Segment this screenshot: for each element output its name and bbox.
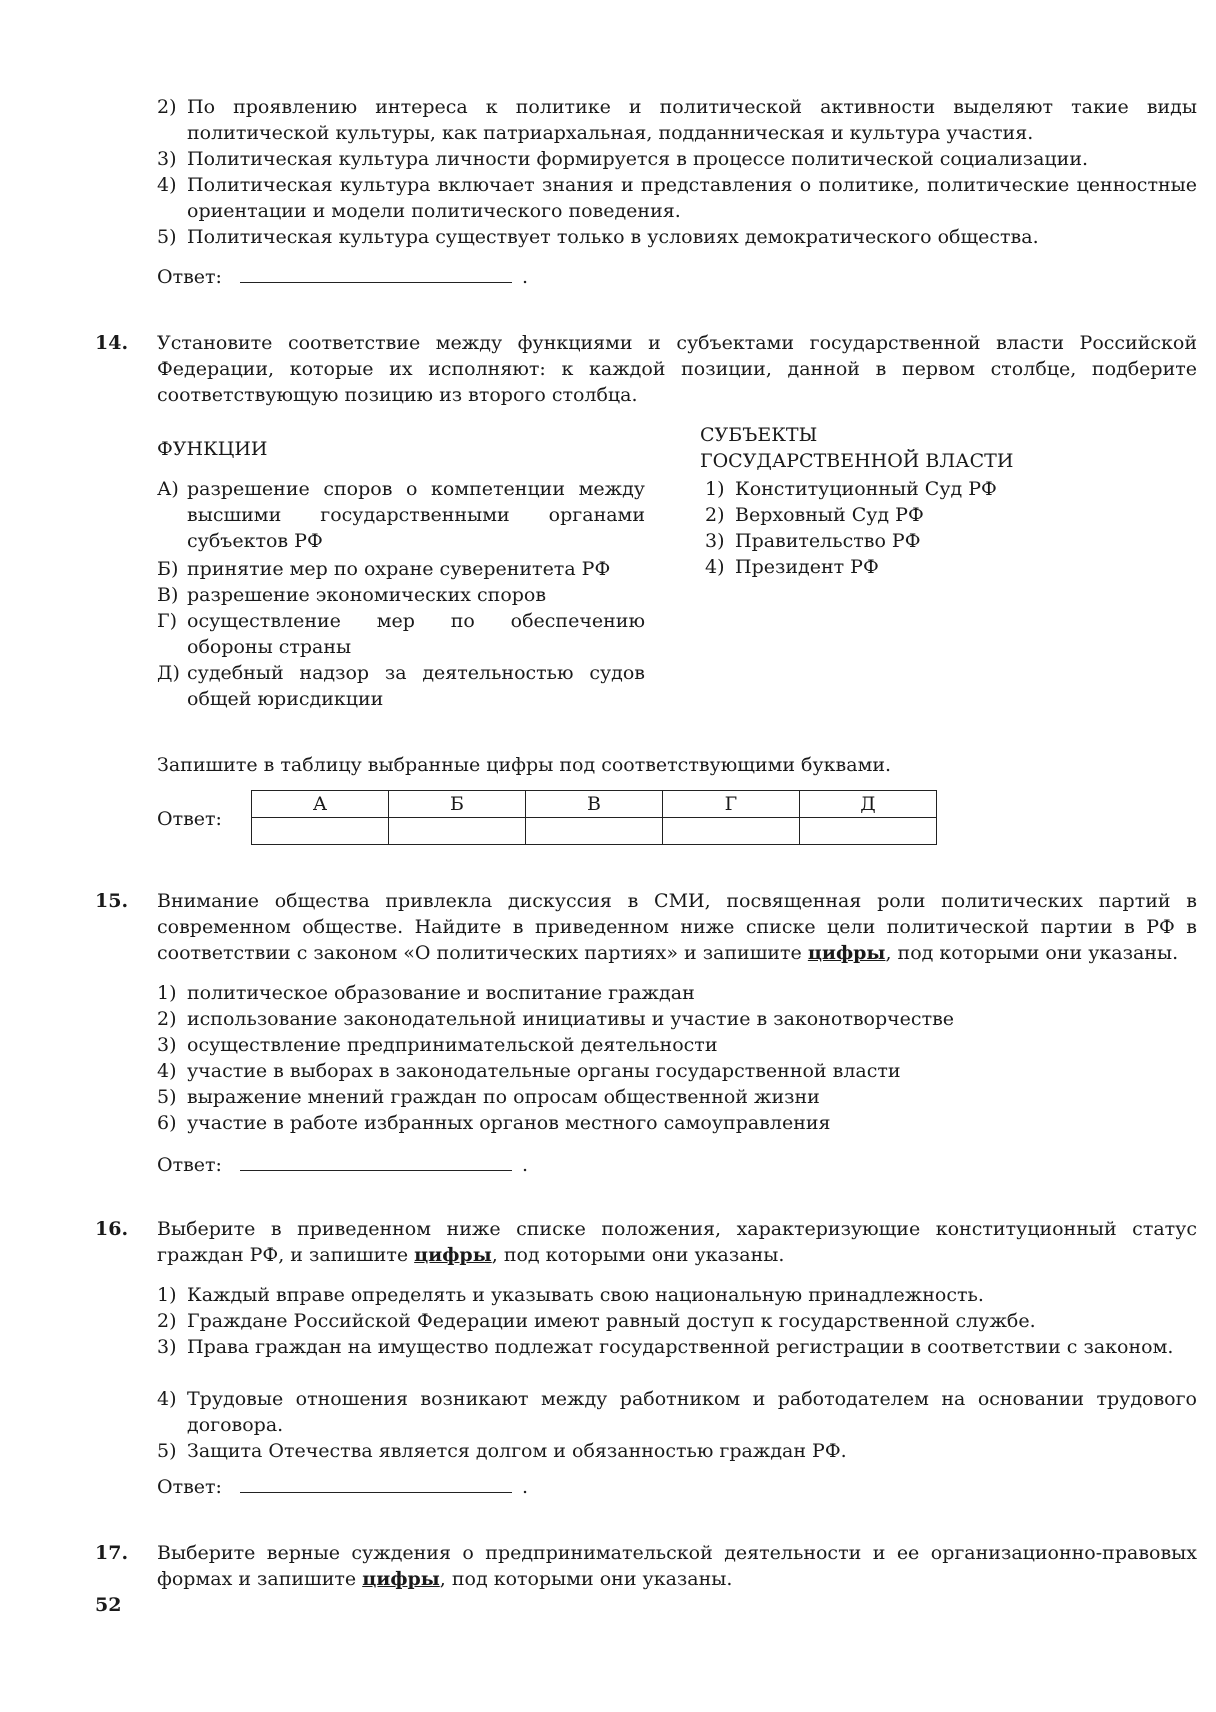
answer-table-header-row — [252, 791, 937, 818]
subject-item-2 — [705, 502, 924, 528]
item-letter: Г) — [157, 610, 177, 632]
subjects-header-line2: ГОСУДАРСТВЕННОЙ ВЛАСТИ — [700, 450, 1014, 472]
item-number: 2) — [157, 1008, 177, 1030]
subject-item-1 — [705, 476, 997, 502]
item-text: Права граждан на имущество подлежат государственной регистрации в соответствии с законом. — [187, 1336, 1174, 1358]
item-text: Трудовые отношения возникают между работником и работодателем на основании трудового договора. — [187, 1388, 1197, 1436]
q13-item-2 — [157, 94, 1197, 146]
q15-item-1 — [157, 980, 1197, 1006]
item-text: Правительство РФ — [735, 530, 921, 552]
item-text: принятие мер по охране суверенитета РФ — [187, 558, 611, 580]
answer-table — [251, 790, 937, 845]
item-number: 5) — [157, 1086, 177, 1108]
question-text — [157, 888, 1197, 966]
question-text-start: Выберите в приведенном ниже списке положения, характеризующие конституционный статус граждан РФ, и запишите — [157, 1218, 1197, 1266]
q15-item-6 — [157, 1110, 1197, 1136]
item-number: 1) — [705, 478, 725, 500]
item-text: разрешение споров о компетенции между высшими государственными органами субъектов РФ — [187, 478, 645, 552]
item-number: 1) — [157, 1284, 177, 1306]
item-number: 1) — [157, 982, 177, 1004]
item-number: 5) — [157, 1440, 177, 1462]
q16-item-5 — [157, 1438, 1197, 1464]
item-text: Защита Отечества является долгом и обязанностью граждан РФ. — [187, 1440, 847, 1462]
item-text: политическое образование и воспитание граждан — [187, 982, 695, 1004]
answer-table-header-d: Д — [799, 791, 936, 818]
item-number: 3) — [705, 530, 725, 552]
item-text: выражение мнений граждан по опросам общественной жизни — [187, 1086, 820, 1108]
subject-item-4 — [705, 554, 879, 580]
q13-item-3 — [157, 146, 1197, 172]
question-number: 15. — [95, 890, 129, 912]
item-number: 3) — [157, 1336, 177, 1358]
answer-dot: . — [521, 1476, 528, 1498]
q15-item-2 — [157, 1006, 1197, 1032]
q15-item-4 — [157, 1058, 1197, 1084]
item-text: Конституционный Суд РФ — [735, 478, 997, 500]
question-text-end: , под которыми они указаны. — [885, 942, 1179, 964]
item-number: 4) — [705, 556, 725, 578]
answer-label: Ответ: — [157, 808, 222, 830]
answer-label: Ответ: — [157, 1154, 222, 1176]
answer-dot: . — [521, 1154, 528, 1176]
answer-table-input-row — [252, 818, 937, 845]
item-text: участие в работе избранных органов местного самоуправления — [187, 1112, 831, 1134]
answer-cell-d[interactable] — [799, 818, 936, 845]
item-text: участие в выборах в законодательные органы государственной власти — [187, 1060, 901, 1082]
item-number: 4) — [157, 174, 177, 196]
item-text: Президент РФ — [735, 556, 879, 578]
question-text — [157, 1216, 1197, 1268]
q16-item-4 — [157, 1386, 1197, 1438]
answer-line[interactable] — [240, 264, 512, 283]
item-number: 3) — [157, 148, 177, 170]
question-text-start: Внимание общества привлекла дискуссия в СМИ, посвященная роли политических партий в современном обществе. Найдите в приведенном ниже списке цели политической партии в РФ в соответствии с законом «О политических партиях» и запишите — [157, 890, 1197, 964]
answer-table-header-g: Г — [662, 791, 799, 818]
subject-item-3 — [705, 528, 920, 554]
q13-answer — [157, 264, 528, 290]
question-text-emphasis: цифры — [362, 1568, 440, 1590]
answer-cell-v[interactable] — [525, 818, 662, 845]
item-text: Политическая культура включает знания и представления о политике, политические ценностные ориентации и модели политического поведения. — [187, 174, 1197, 222]
question-number: 16. — [95, 1218, 129, 1240]
item-text: осуществление предпринимательской деятельности — [187, 1034, 718, 1056]
answer-line[interactable] — [240, 1152, 512, 1171]
function-item-b — [157, 556, 645, 582]
item-text: Верховный Суд РФ — [735, 504, 924, 526]
answer-line[interactable] — [240, 1474, 512, 1493]
q15-item-3 — [157, 1032, 1197, 1058]
function-item-g — [157, 608, 645, 660]
function-item-d — [157, 660, 645, 712]
item-text: Политическая культура существует только в условиях демократического общества. — [187, 226, 1039, 248]
answer-cell-a[interactable] — [252, 818, 389, 845]
item-text: Каждый вправе определять и указывать свою национальную принадлежность. — [187, 1284, 984, 1306]
item-text: разрешение экономических споров — [187, 584, 547, 606]
answer-table-header-b: Б — [389, 791, 526, 818]
item-number: 2) — [157, 1310, 177, 1332]
question-text-end: , под которыми они указаны. — [439, 1568, 733, 1590]
item-letter: Д) — [157, 662, 180, 684]
q16-answer — [157, 1474, 528, 1500]
item-number: 6) — [157, 1112, 177, 1134]
q13-item-5 — [157, 224, 1197, 250]
function-item-v — [157, 582, 645, 608]
item-number: 2) — [157, 96, 177, 118]
answer-label: Ответ: — [157, 1476, 222, 1498]
item-text: судебный надзор за деятельностью судов общей юрисдикции — [187, 662, 645, 710]
table-instruction: Запишите в таблицу выбранные цифры под соответствующими буквами. — [157, 754, 892, 776]
answer-cell-b[interactable] — [389, 818, 526, 845]
answer-table-header-v: В — [525, 791, 662, 818]
q16-item-1 — [157, 1282, 1197, 1308]
question-text — [157, 1540, 1197, 1592]
q16-item-3 — [157, 1334, 1197, 1360]
item-letter: А) — [157, 478, 179, 500]
answer-dot: . — [521, 266, 528, 288]
question-number: 17. — [95, 1542, 129, 1564]
item-text: осуществление мер по обеспечению обороны страны — [187, 610, 645, 658]
answer-label: Ответ: — [157, 266, 222, 288]
subjects-header-line1: СУБЪЕКТЫ — [700, 424, 818, 446]
item-text: использование законодательной инициативы и участие в законотворчестве — [187, 1008, 955, 1030]
item-letter: В) — [157, 584, 179, 606]
function-item-a — [157, 476, 645, 554]
question-text: Установите соответствие между функциями и субъектами государственной власти Российской Федерации, которые их исполняют: к каждой позиции, данной в первом столбце, подберите соответствующую позицию из второго столбца. — [157, 332, 1197, 406]
answer-table-header-a: А — [252, 791, 389, 818]
functions-header: ФУНКЦИИ — [157, 438, 268, 460]
item-number: 4) — [157, 1388, 177, 1410]
item-text: Граждане Российской Федерации имеют равный доступ к государственной службе. — [187, 1310, 1036, 1332]
question-text-emphasis: цифры — [807, 942, 886, 964]
q15-item-5 — [157, 1084, 1197, 1110]
q16-item-2 — [157, 1308, 1197, 1334]
question-text-emphasis: цифры — [414, 1244, 492, 1266]
question-text-start: Выберите верные суждения о предпринимательской деятельности и ее организационно-правовых формах и запишите — [157, 1542, 1197, 1590]
page-number: 52 — [95, 1594, 122, 1616]
item-number: 2) — [705, 504, 725, 526]
item-number: 5) — [157, 226, 177, 248]
q15-answer — [157, 1152, 528, 1178]
question-text-end: , под которыми они указаны. — [491, 1244, 785, 1266]
item-number: 4) — [157, 1060, 177, 1082]
answer-cell-g[interactable] — [662, 818, 799, 845]
item-number: 3) — [157, 1034, 177, 1056]
item-text: Политическая культура личности формируется в процессе политической социализации. — [187, 148, 1089, 170]
question-number: 14. — [95, 332, 129, 354]
q13-item-4 — [157, 172, 1197, 224]
item-text: По проявлению интереса к политике и политической активности выделяют такие виды политической культуры, как патриархальная, подданническая и культура участия. — [187, 96, 1197, 144]
item-letter: Б) — [157, 558, 179, 580]
